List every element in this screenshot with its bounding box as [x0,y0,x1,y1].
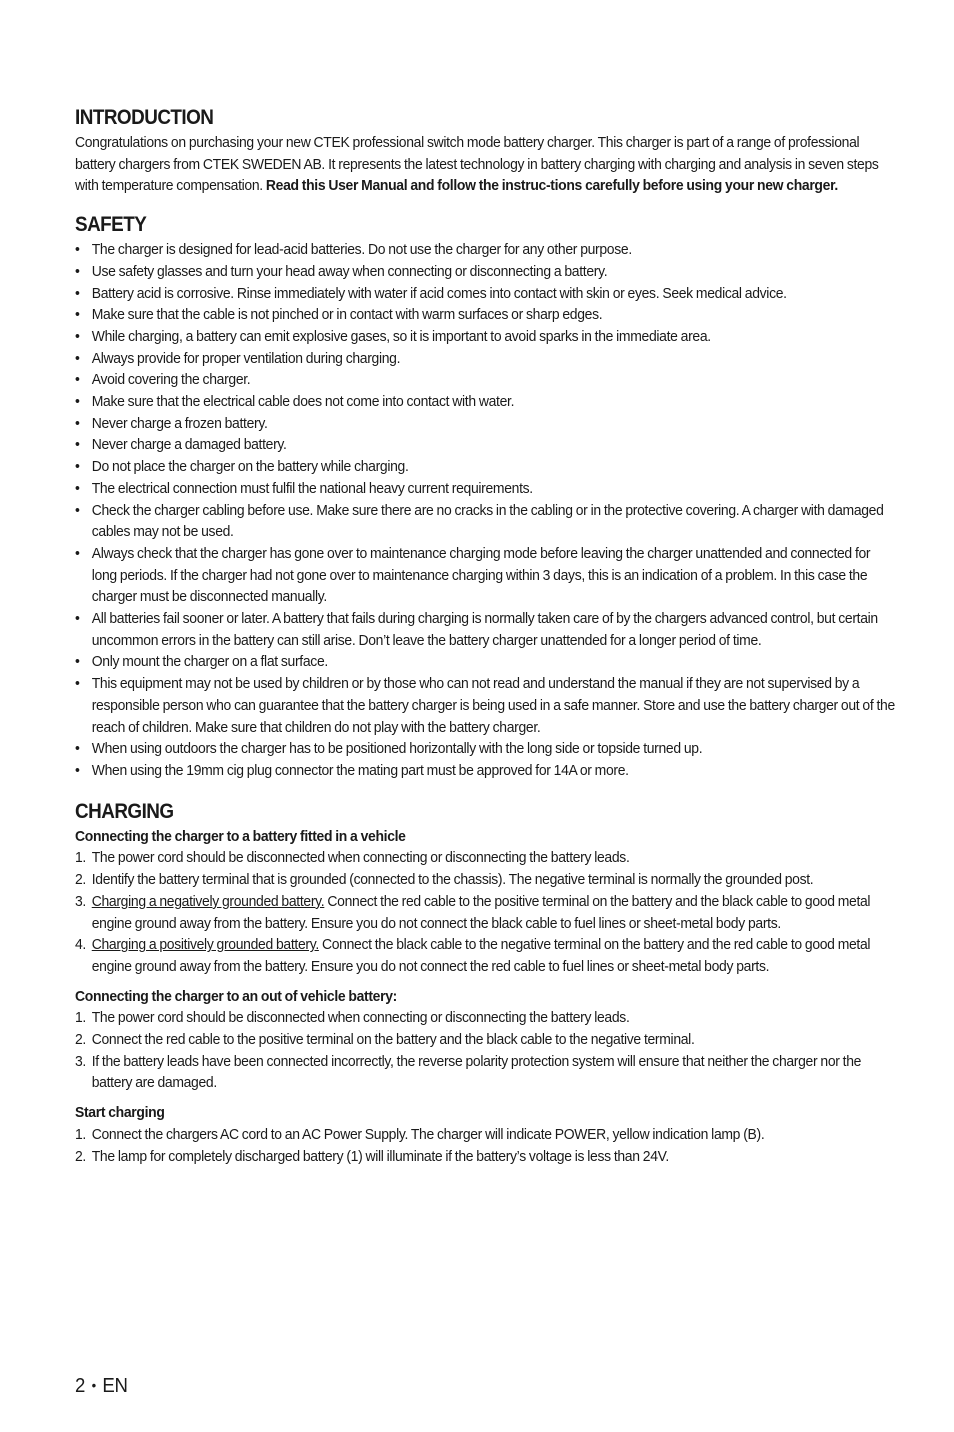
safety-bullet-item [75,456,897,478]
step-number: 2. [75,1147,86,1165]
bullet-dot: • [75,284,80,302]
introduction-paragraph [75,132,897,197]
safety-bullet-text: While charging, a battery can emit explosive gases, so it is important to avoid sparks in the immediate area. [91,327,711,345]
bullet-dot: • [75,479,80,497]
safety-bullet-text: Avoid covering the charger. [91,371,251,389]
safety-bullet-item [75,239,897,261]
safety-bullet-text: The charger is designed for lead-acid batteries. Do not use the charger for any other purpose. [91,241,632,259]
safety-bullet-item [75,391,897,413]
safety-bullet-item [75,500,897,543]
safety-section [75,239,897,782]
bullet-dot: • [75,371,80,389]
vehicle-steps-list [75,847,897,977]
step-number: 1. [75,1125,86,1143]
manual-page [75,104,897,1167]
bullet-dot: • [75,675,80,693]
step-number: 2. [75,871,86,889]
step-item [75,1124,897,1146]
safety-bullet-text: When using the 19mm cig plug connector the mating part must be approved for 14A or more. [91,761,629,779]
safety-bullet-text: All batteries fail sooner or later. A battery that fails during charging is normally taken care of by the chargers advanced control, but certain uncommon errors in the battery can still arise. Don’t leave the battery charger unattended for a longer period of time. [91,610,878,649]
step-number: 4. [75,936,86,954]
bullet-dot: • [75,349,80,367]
safety-bullet-text: Use safety glasses and turn your head away when connecting or disconnecting a battery. [91,262,608,280]
step-item [75,1051,897,1094]
step-text: Connect the red cable to the positive terminal on the battery and the black cable to the negative terminal. [91,1031,695,1049]
bullet-dot: • [75,501,80,519]
bullet-dot: • [75,610,80,628]
introduction-bold-text: Read this User Manual and follow the instruc-tions carefully before using your new charger. [265,177,838,195]
introduction-section [75,132,897,197]
safety-bullet-item [75,760,897,782]
out-of-vehicle-subheading: Connecting the charger to an out of vehicle battery: [75,987,397,1005]
safety-bullet-text: Never charge a damaged battery. [91,436,287,454]
step-number: 2. [75,1031,86,1049]
step-number: 3. [75,892,86,910]
charging-heading: CHARGING [75,799,174,823]
step-text: The lamp for completely discharged battery (1) will illuminate if the battery’s voltage is less than 24V. [91,1147,669,1165]
safety-bullet-item [75,673,897,738]
charging-section [75,826,897,1168]
step-text: Connect the black cable to the negative terminal on the battery and the red cable to good metal engine ground away from the battery. Ensure you do not connect the red cable to fuel lines or sheet-metal body parts. [91,936,871,975]
step-text: Connect the red cable to the positive terminal on the battery and the black cable to good metal engine ground away from the battery. Ensure you do not connect the black cable to fuel lines or sheet-metal body parts. [91,892,871,932]
step-text: Identify the battery terminal that is grounded (connected to the chassis). The negative terminal is normally the grounded post. [91,871,814,889]
start-charging-steps-list [75,1124,897,1167]
safety-bullet-text: Only mount the charger on a flat surface. [91,653,328,671]
introduction-text: Congratulations on purchasing your new CTEK professional switch mode battery charger. This charger is part of a range of professional battery chargers from CTEK SWEDEN AB. It represents the latest technology in battery charging with charging and analysis in seven steps with temperature compensation. [75,134,879,195]
footer-separator: • [91,1377,96,1393]
bullet-dot: • [75,414,80,432]
safety-bullet-item [75,283,897,305]
safety-bullet-text: Make sure that the cable is not pinched or in contact with warm surfaces or sharp edges. [91,306,603,324]
step-item [75,891,897,934]
vehicle-subheading: Connecting the charger to a battery fitted in a vehicle [75,827,406,845]
safety-bullet-text: Always check that the charger has gone over to maintenance charging mode before leaving the charger unattended and connected for long periods. If the charger had not gone over to maintenance charging within 3 days, this is an indication of a problem. In this case the charger must be disconnected manually. [91,544,871,606]
safety-bullet-item [75,543,897,608]
bullet-dot: • [75,241,80,259]
bullet-dot: • [75,306,80,324]
safety-bullet-text: Check the charger cabling before use. Make sure there are no cracks in the cabling or in the protective covering. A charger with damaged cables may not be used. [91,501,884,541]
safety-bullet-text: Never charge a frozen battery. [91,414,268,432]
step-text: Connect the chargers AC cord to an AC Power Supply. The charger will indicate POWER, yellow indication lamp (B). [91,1125,765,1143]
step-text: The power cord should be disconnected when connecting or disconnecting the battery leads. [91,1009,630,1027]
safety-bullet-text: Always provide for proper ventilation during charging. [91,349,401,367]
safety-bullet-item [75,369,897,391]
safety-bullet-item [75,304,897,326]
safety-bullet-item [75,434,897,456]
step-item [75,934,897,977]
step-number: 1. [75,1009,86,1027]
step-item [75,1007,897,1029]
safety-bullet-text: The electrical connection must fulfil the national heavy current requirements. [91,479,533,497]
bullet-dot: • [75,262,80,280]
bullet-dot: • [75,740,80,758]
safety-bullet-item [75,608,897,651]
introduction-heading: INTRODUCTION [75,106,214,129]
step-text: If the battery leads have been connected incorrectly, the reverse polarity protection system will ensure that neither the charger nor the battery are damaged. [91,1052,862,1092]
language-code: EN [102,1375,128,1397]
step-number: 3. [75,1052,86,1070]
bullet-dot: • [75,653,80,671]
safety-list [75,239,897,782]
safety-bullet-text: Battery acid is corrosive. Rinse immediately with water if acid comes into contact with skin or eyes. Seek medical advice. [91,284,787,302]
step-item [75,869,897,891]
step-underlined-title: Charging a positively grounded battery. [91,936,319,954]
step-underlined-title: Charging a negatively grounded battery. [91,892,325,910]
safety-bullet-text: Make sure that the electrical cable does not come into contact with water. [91,393,515,411]
safety-bullet-text: When using outdoors the charger has to be positioned horizontally with the long side or topside turned up. [91,740,703,758]
bullet-dot: • [75,327,80,345]
bullet-dot: • [75,458,80,476]
safety-bullet-item [75,413,897,435]
safety-bullet-text: This equipment may not be used by children or by those who can not read and understand the manual if they are not supervised by a responsible person who can guarantee that the battery charger is being used in a safe manner. Store and use the battery charger out of the reach of children. Make sure that children do not play with the battery charger. [91,675,895,736]
safety-bullet-item [75,261,897,283]
bullet-dot: • [75,761,80,779]
out-of-vehicle-steps-list [75,1007,897,1094]
bullet-dot: • [75,544,80,562]
safety-bullet-item [75,326,897,348]
page-number: 2 [75,1375,86,1397]
safety-bullet-item [75,738,897,760]
step-text: The power cord should be disconnected when connecting or disconnecting the battery leads. [91,849,630,867]
page-footer [75,1375,128,1398]
bullet-dot: • [75,393,80,411]
step-item [75,1146,897,1168]
step-item [75,1029,897,1051]
start-charging-subheading: Start charging [75,1104,165,1122]
safety-bullet-item [75,478,897,500]
safety-bullet-text: Do not place the charger on the battery while charging. [91,458,409,476]
safety-bullet-item [75,651,897,673]
safety-heading: SAFETY [75,213,147,237]
safety-bullet-item [75,348,897,370]
step-number: 1. [75,849,86,867]
step-item [75,847,897,869]
bullet-dot: • [75,436,80,454]
